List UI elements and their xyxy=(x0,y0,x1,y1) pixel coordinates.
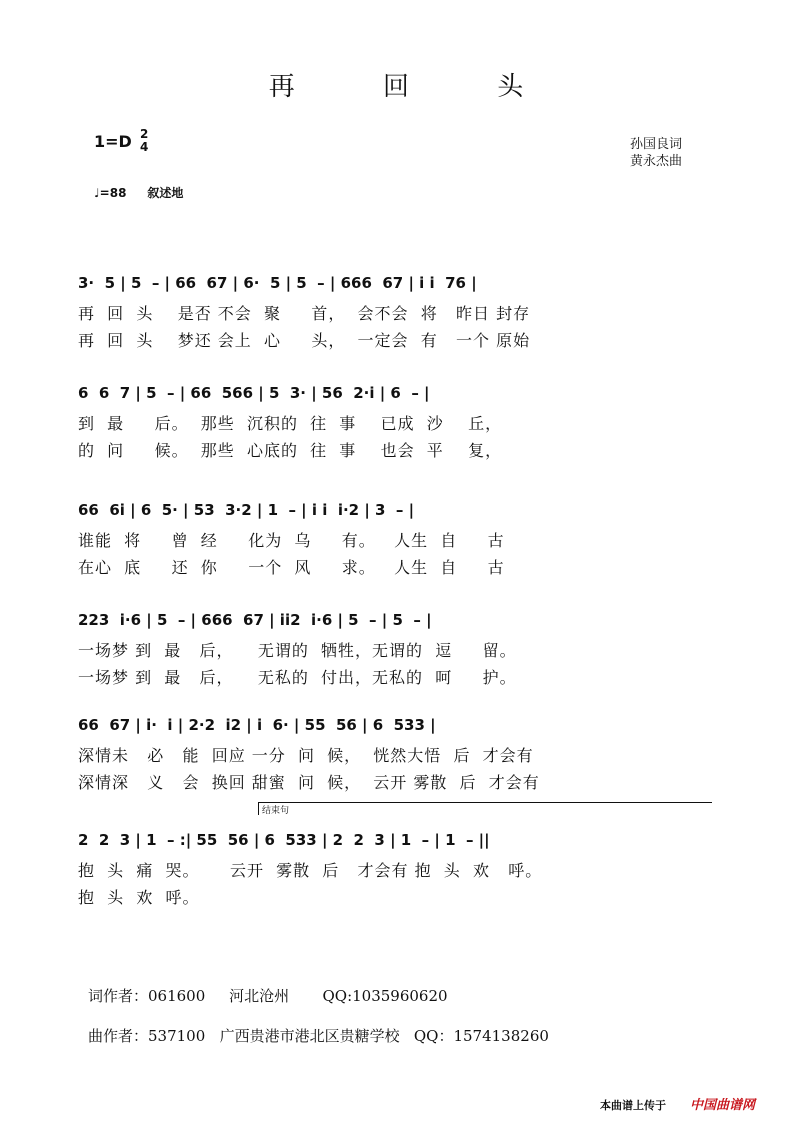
lyric-verse-1: 到 最 后。 那些 沉积的 往 事 已成 沙 丘， xyxy=(78,414,503,433)
lyric-verse-1: 再 回 头 是否 不会 聚 首， 会不会 将 昨日 封存 xyxy=(78,304,531,323)
lyric-verse-2: 一场梦 到 最 后， 无私的 付出，无私的 呵 护。 xyxy=(78,668,517,687)
lyricist-credit: 孙国良词 xyxy=(630,137,683,152)
notation-line xyxy=(78,380,713,410)
notation-text: 2 2 3 | 1 – :| 55 56 | 6 533 | 2 2 3 | 1 – | 1 – || xyxy=(78,831,490,849)
lyric-verse-2: 抱 头 欢 呼。 xyxy=(78,888,200,907)
song-title: 再 回 头 xyxy=(268,72,564,102)
time-signature xyxy=(140,128,148,154)
score-system-2 xyxy=(78,380,713,464)
score-system-1 xyxy=(78,270,713,354)
ending-bracket: 结束句 xyxy=(258,802,712,815)
notation-text: 66 67 | i· i | 2·2 i2 | i 6· | 55 56 | 6 533 | xyxy=(78,716,436,734)
lyric-verse-1: 谁能 将 曾 经 化为 乌 有。 人生 自 古 xyxy=(78,531,505,550)
lyric-verse-1: 一场梦 到 最 后， 无谓的 牺牲，无谓的 逗 留。 xyxy=(78,641,517,660)
lyric-verse-1: 抱 头 痛 哭。 云开 雾散 后 才会有 抱 头 欢 呼。 xyxy=(78,861,543,880)
score-system-3 xyxy=(78,497,713,581)
notation-line xyxy=(78,827,713,857)
site-logo: 中国曲谱网 xyxy=(690,1098,756,1113)
notation-line xyxy=(78,712,713,742)
notation-text: 66 6i | 6 5· | 53 3·2 | 1 – | i i i·2 | 3 – | xyxy=(78,501,415,519)
time-signature-top: 2 xyxy=(140,127,149,141)
lyric-verse-2: 在心 底 还 你 一个 风 求。 人生 自 古 xyxy=(78,558,505,577)
notation-text: 3· 5 | 5 – | 66 67 | 6· 5 | 5 – | 666 67 | i i 76 | xyxy=(78,274,477,292)
score-system-6 xyxy=(78,827,713,911)
notation-text: 6 6 7 | 5 – | 66 566 | 5 3· | 56 2·i | 6 – | xyxy=(78,384,430,402)
lyric-verse-1: 深情未 必 能 回应 一分 问 候， 恍然大悟 后 才会有 xyxy=(78,746,534,765)
score-system-4 xyxy=(78,607,713,691)
notation-line xyxy=(78,270,713,300)
composer-info: 曲作者：537100 广西贵港市港北区贵糖学校 QQ：1574138260 xyxy=(88,1027,549,1045)
composer-credit: 黄永杰曲 xyxy=(630,154,683,169)
score-system-5 xyxy=(78,712,713,796)
expression-marking: 叙述地 xyxy=(147,186,184,200)
time-signature-bottom: 4 xyxy=(140,140,149,154)
uploader-note: 本曲谱上传于 xyxy=(600,1099,666,1112)
notation-line xyxy=(78,607,713,637)
credits xyxy=(630,136,682,170)
tempo-value: ♩=88 xyxy=(94,186,127,200)
lyric-verse-2: 再 回 头 梦还 会上 心 头， 一定会 有 一个 原始 xyxy=(78,331,531,350)
notation-text: 223 i·6 | 5 – | 666 67 | ii2 i·6 | 5 – | 5 – | xyxy=(78,611,432,629)
notation-line xyxy=(78,497,713,527)
lyricist-info: 词作者：061600 河北沧州 QQ:1035960620 xyxy=(88,987,448,1005)
tempo-marking xyxy=(94,184,183,201)
lyric-verse-2: 深情深 义 会 换回 甜蜜 问 候， 云开 雾散 后 才会有 xyxy=(78,773,540,792)
key-signature: 1=D xyxy=(94,132,132,151)
lyric-verse-2: 的 问 候。 那些 心底的 往 事 也会 平 复， xyxy=(78,441,503,460)
